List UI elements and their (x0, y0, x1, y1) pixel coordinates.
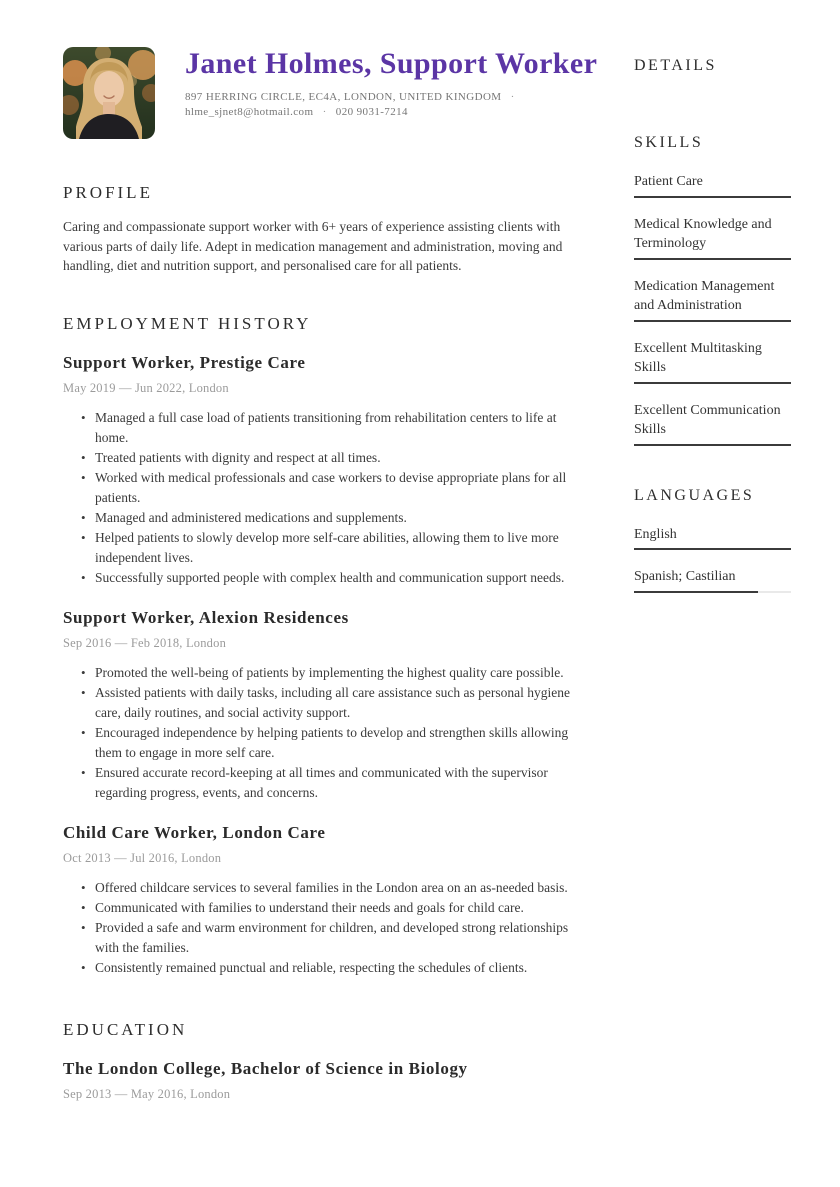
skill-level-bar (634, 382, 791, 384)
skill-level-bar (634, 196, 791, 198)
skill-level-bar (634, 320, 791, 322)
job-title: Child Care Worker, London Care (63, 822, 326, 842)
profile-summary: Caring and compassionate support worker with 6+ years of experience assisting clients with various parts of daily life. Adept in medication management and administration, moving and handling, diet and nutrition support, and personalised care for all patients. (63, 219, 563, 273)
job-bullet: • Provided a safe and warm environment for children, and developed strong relationships with the families. (63, 918, 586, 958)
email-text: hlme_sjnet8@hotmail.com (185, 106, 314, 118)
languages-list (634, 525, 791, 593)
job-bullet: • Encouraged independence by helping patients to develop and strengthen skills allowing them to engage in more self care. (63, 723, 586, 763)
phone-text: 020 9031-7214 (335, 106, 408, 118)
job-title: Support Worker, Prestige Care (63, 352, 306, 372)
education-dates: Sep 2013 — May 2016, London (63, 1086, 231, 1101)
skill-name: Medical Knowledge and Terminology (634, 216, 772, 251)
job-bullet: • Communicated with families to understand their needs and goals for child care. (63, 898, 586, 918)
job-bullet: • Helped patients to slowly develop more self-care abilities, allowing them to live more independent lives. (63, 528, 586, 568)
skill-item (634, 277, 791, 322)
language-name: English (634, 526, 677, 542)
skill-item (634, 401, 791, 446)
skill-name: Excellent Communication Skills (634, 402, 781, 437)
education-entry (63, 1060, 586, 1101)
header-text (185, 47, 597, 139)
skill-level-bar (634, 444, 791, 446)
language-name: Spanish; Castilian (634, 569, 736, 584)
job-dates: Sep 2016 — Feb 2018, London (63, 635, 227, 650)
skill-item (634, 339, 791, 384)
address-text: 897 HERRING CIRCLE, EC4A, LONDON, UNITED KINGDOM (185, 91, 502, 103)
languages-heading: LANGUAGES (634, 486, 755, 504)
job-bullet: • Assisted patients with daily tasks, including all care assistance such as personal hygiene care, daily routines, and social activity support. (63, 683, 586, 723)
skills-heading: SKILLS (634, 134, 704, 151)
job-bullet: • Successfully supported people with complex health and communication support needs. (63, 568, 586, 588)
job-bullet: • Worked with medical professionals and case workers to devise appropriate plans for all patients. (63, 468, 586, 508)
separator-dot: · (510, 91, 515, 103)
contact-line (185, 105, 597, 120)
language-level-bar (634, 548, 791, 550)
skill-item (634, 172, 791, 198)
language-item (634, 525, 791, 551)
job-entry (63, 609, 586, 803)
job-dates: Oct 2013 — Jul 2016, London (63, 850, 222, 865)
sidebar (634, 57, 791, 610)
language-level-bar (634, 591, 791, 593)
page-title: Janet Holmes, Support Worker (185, 47, 598, 80)
details-heading: DETAILS (634, 57, 717, 74)
skill-name: Excellent Multitasking Skills (634, 340, 762, 375)
job-bullet-list (63, 878, 586, 978)
profile-photo (63, 47, 155, 139)
job-bullet: • Treated patients with dignity and respect at all times. (63, 448, 586, 468)
job-bullet: • Managed and administered medications and supplements. (63, 508, 586, 528)
job-dates: May 2019 — Jun 2022, London (63, 380, 229, 395)
main-column (63, 184, 586, 1101)
profile-heading: PROFILE (63, 183, 153, 202)
resume-header (63, 47, 597, 139)
skill-name: Patient Care (634, 174, 703, 189)
address-line (185, 90, 597, 105)
separator-dot: · (322, 106, 327, 118)
education-heading: EDUCATION (63, 1019, 188, 1039)
skill-item (634, 215, 791, 260)
job-bullet: • Offered childcare services to several families in the London area on an as-needed basis. (63, 878, 586, 898)
job-entry (63, 824, 586, 978)
employment-history-heading: EMPLOYMENT HISTORY (63, 313, 312, 333)
job-bullet-list (63, 663, 586, 803)
job-bullet: • Consistently remained punctual and reliable, respecting the schedules of clients. (63, 958, 586, 978)
skill-name: Medication Management and Administration (634, 278, 775, 313)
language-item (634, 567, 791, 593)
job-title: Support Worker, Alexion Residences (63, 607, 349, 627)
skill-level-bar (634, 258, 791, 260)
education-title: The London College, Bachelor of Science in Biology (63, 1058, 468, 1078)
job-bullet: • Promoted the well-being of patients by implementing the highest quality care possible. (63, 663, 586, 683)
job-entry (63, 354, 586, 588)
job-bullet: • Managed a full case load of patients transitioning from rehabilitation centers to life at home. (63, 408, 586, 448)
job-bullet-list (63, 408, 586, 588)
skills-list (634, 172, 791, 446)
job-bullet: • Ensured accurate record-keeping at all times and communicated with the supervisor regarding progress, events, and concerns. (63, 763, 586, 803)
